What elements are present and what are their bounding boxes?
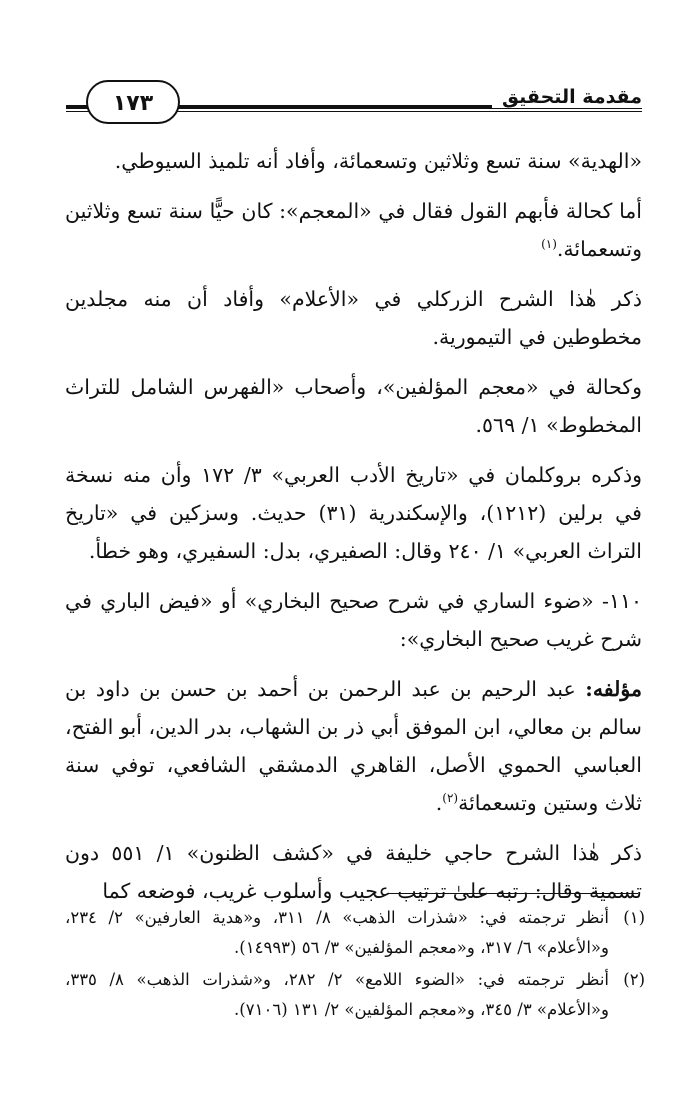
paragraph bbox=[65, 670, 642, 822]
footnote-separator bbox=[388, 893, 638, 894]
paragraph-text: أما كحالة فأبهم القول فقال في «المعجم»: كان حيًّا سنة تسع وثلاثين وتسعمائة. bbox=[65, 199, 642, 261]
paragraph-text: ذكر هٰذا الشرح حاجي خليفة في «كشف الظنون» ١/ ٥٥١ دون تسمية وقال: رتبه علىٰ ترتيب عجيب وأسلوب غريب، فوضعه كما bbox=[65, 841, 642, 903]
entry-heading bbox=[65, 582, 642, 658]
footnote-text: أنظر ترجمته في: «شذرات الذهب» ٨/ ٣١١، و«هدية العارفين» ٢/ ٢٣٤، و«الأعلام» ٦/ ٣١٧، و«معجم المؤلفين» ٣/ ٥٦ (١٤٩٩٣). bbox=[65, 908, 609, 957]
footnote-reference[interactable]: (١) bbox=[541, 237, 557, 252]
paragraph bbox=[65, 280, 642, 356]
paragraph bbox=[65, 368, 642, 444]
paragraph bbox=[65, 456, 642, 570]
author-label: مؤلفه: bbox=[585, 677, 642, 701]
paragraph bbox=[65, 192, 642, 268]
footnotes bbox=[65, 903, 645, 1027]
paragraph-text: وكحالة في «معجم المؤلفين»، وأصحاب «الفهرس الشامل للتراث المخطوط» ١/ ٥٦٩. bbox=[65, 375, 642, 437]
footnote-marker: (٢) bbox=[623, 970, 645, 989]
paragraph-tail: . bbox=[435, 791, 443, 815]
footnote bbox=[65, 965, 645, 1025]
paragraph-text: وذكره بروكلمان في «تاريخ الأدب العربي» ٣/ ١٧٢ وأن منه نسخة في برلين (١٢١٢)، والإسكندرية (٣١) حديث. وسزكين في «تاريخ التراث العربي» ١/ ٢٤٠ وقال: الصفيري، بدل: السفيري، وهو خطأ. bbox=[65, 463, 642, 563]
paragraph bbox=[65, 834, 642, 910]
paragraph bbox=[65, 142, 642, 180]
footnote-reference[interactable]: (٢) bbox=[442, 791, 459, 806]
footnote-marker: (١) bbox=[623, 908, 645, 927]
footnote-text: أنظر ترجمته في: «الضوء اللامع» ٢/ ٢٨٢، و«شذرات الذهب» ٨/ ٣٣٥، و«الأعلام» ٣/ ٣٤٥، و«معجم المؤلفين» ٢/ ١٣١ (٧١٠٦). bbox=[65, 970, 609, 1019]
running-header bbox=[66, 78, 642, 128]
page-number: ١٧٣ bbox=[86, 80, 180, 124]
main-text bbox=[65, 142, 642, 922]
header-title: مقدمة التحقيق bbox=[492, 86, 642, 108]
entry-title: ١١٠- «ضوء الساري في شرح صحيح البخاري» أو «فيض الباري في شرح غريب صحيح البخاري»: bbox=[65, 589, 642, 651]
paragraph-text: «الهدية» سنة تسع وثلاثين وتسعمائة، وأفاد أنه تلميذ السيوطي. bbox=[114, 149, 642, 173]
paragraph-text: عبد الرحيم بن عبد الرحمن بن أحمد بن حسن بن داود بن سالم بن معالي، ابن الموفق أبي ذر بن الشهاب، بدر الدين، أبو الفتح، العباسي الحموي الأصل، القاهري الدمشقي الشافعي، توفي سنة ثلاث وستين وتسعمائة bbox=[65, 677, 642, 815]
paragraph-text: ذكر هٰذا الشرح الزركلي في «الأعلام» وأفاد أن منه مجلدين مخطوطين في التيمورية. bbox=[65, 287, 642, 349]
footnote bbox=[65, 903, 645, 963]
